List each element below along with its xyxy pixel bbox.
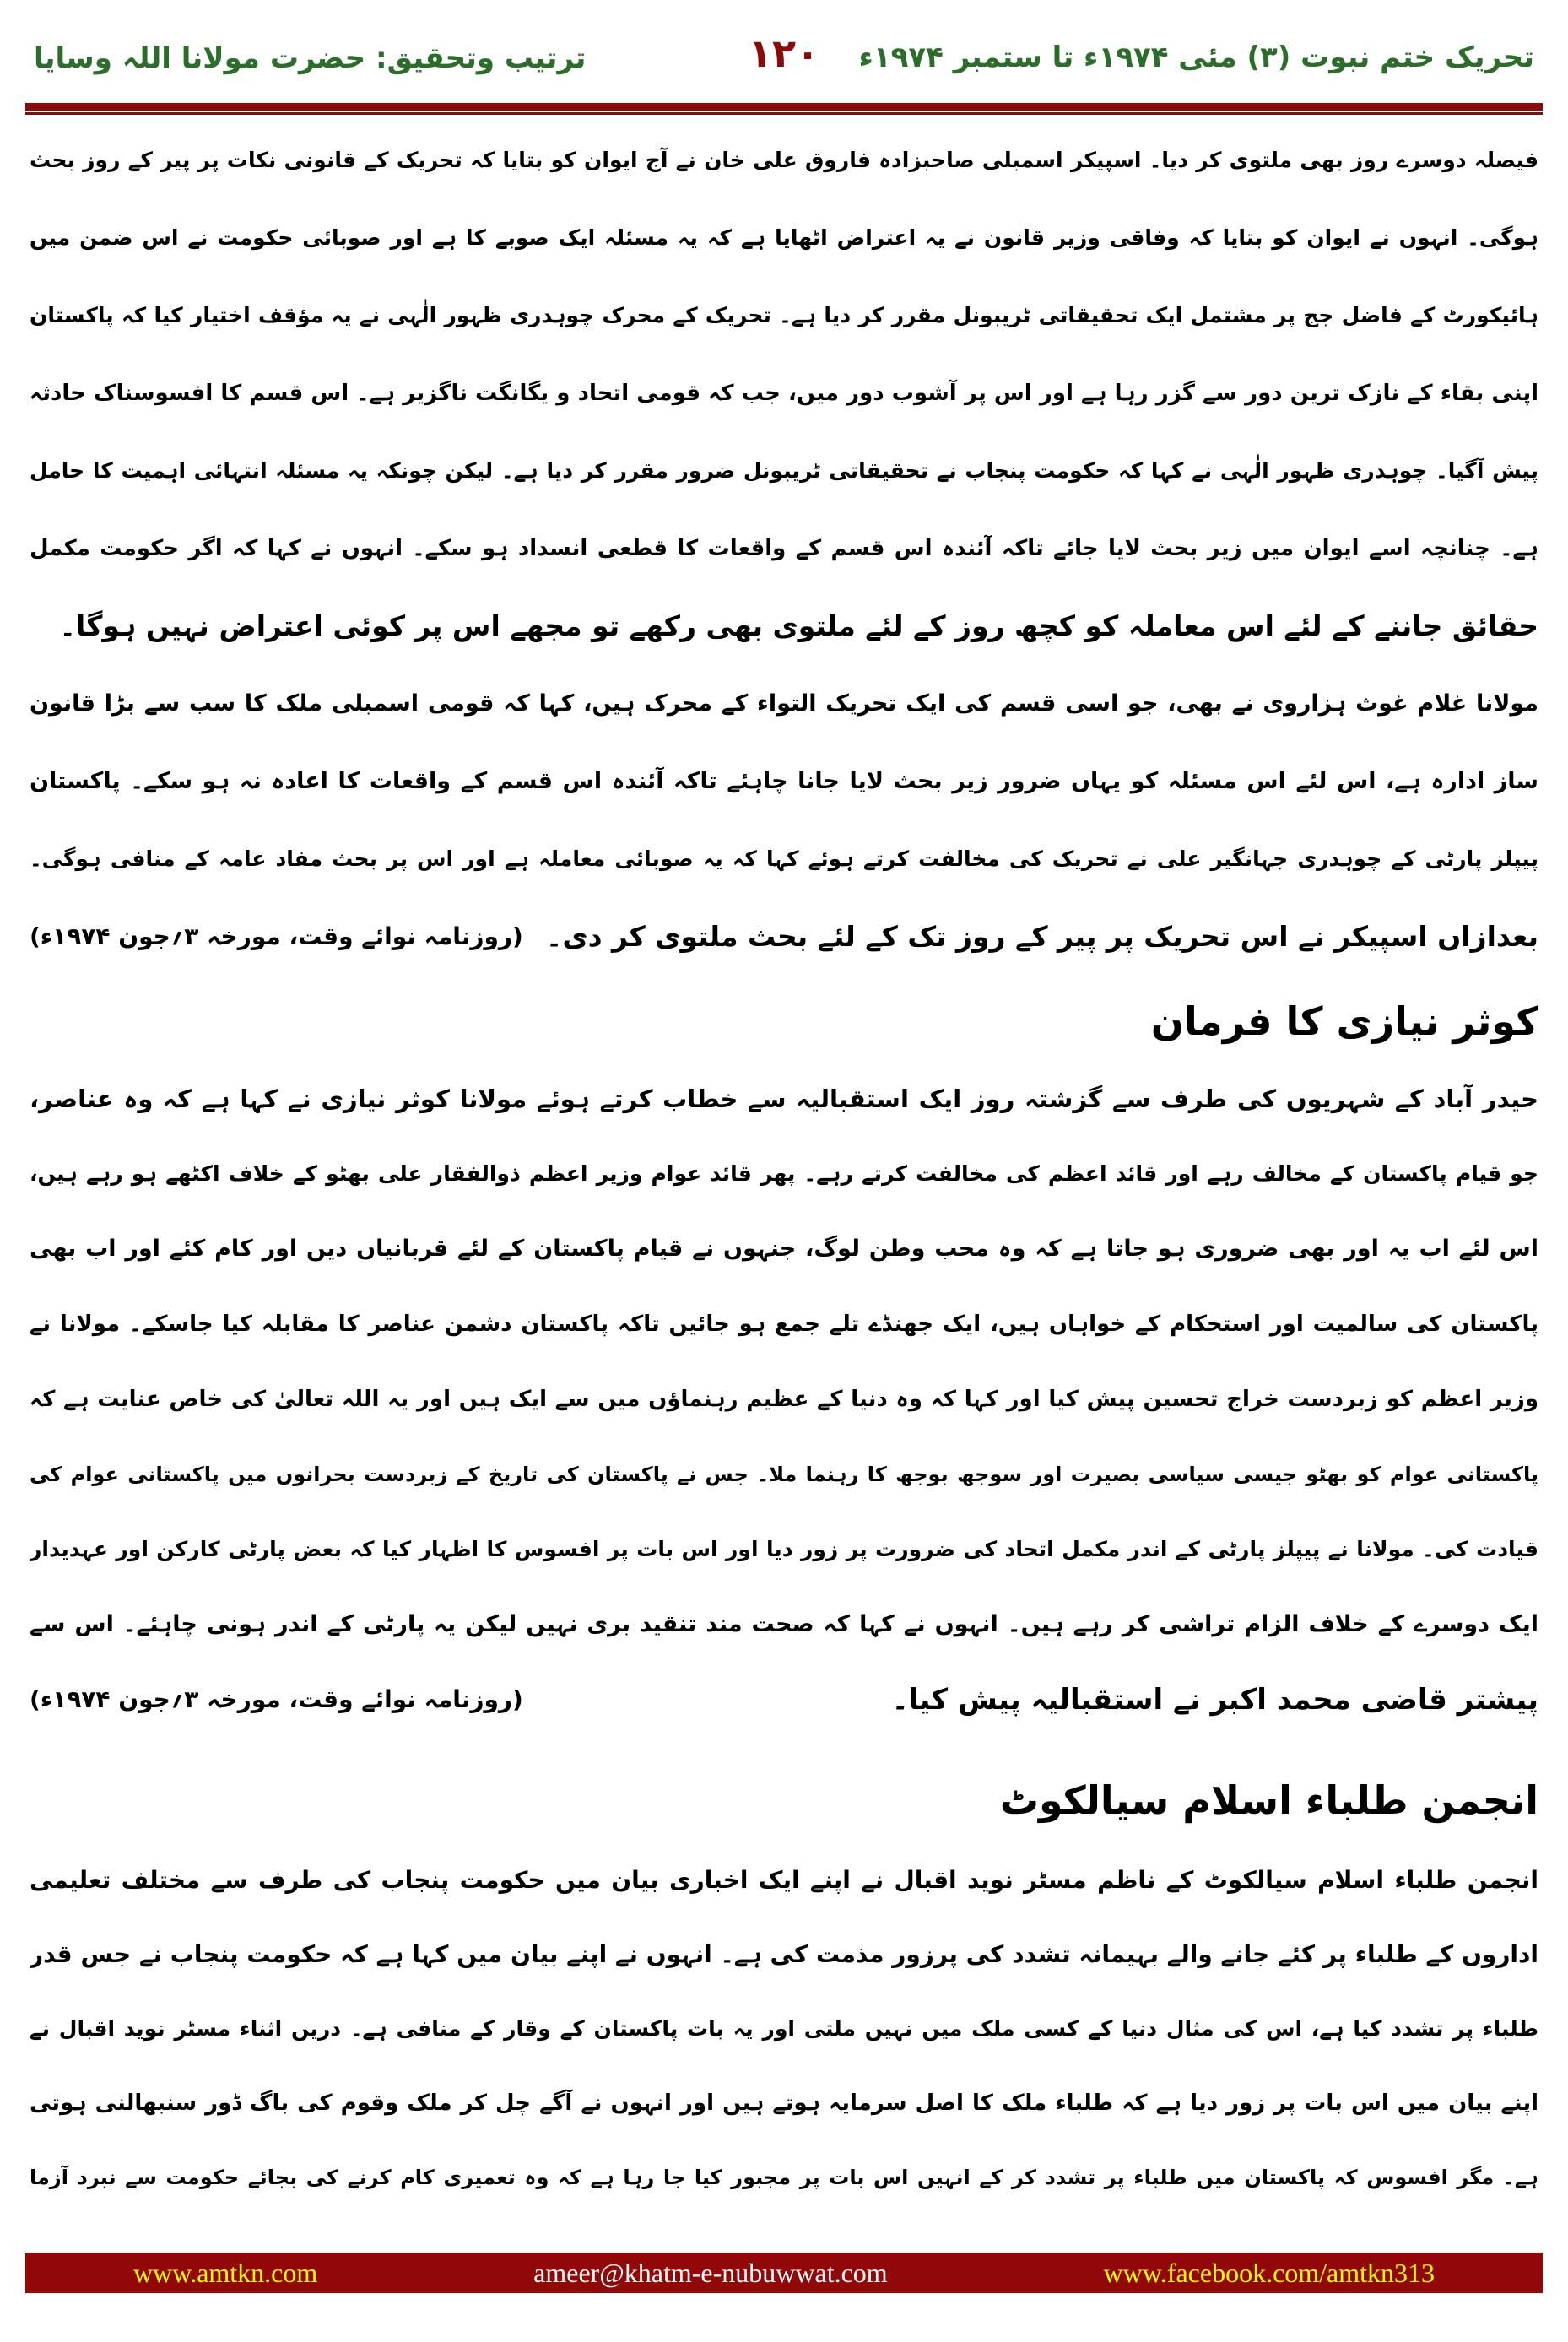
text-line: پیش آگیا۔ چوہدری ظہور الٰہی نے کہا کہ حکومت پنجاب نے تحقیقاتی ٹریبونل ضرور مقرر کر دیا ہے۔ لیکن چونکہ یہ مسئلہ انتہائی اہمیت کا حامل [30, 458, 1538, 483]
header-divider [25, 103, 1543, 111]
text-line: طلباء پر تشدد کیا ہے، اس کی مثال دنیا کے کسی ملک میں نہیں ملتی اور یہ بات پاکستان کے وقار کے منافی ہے۔ دریں اثناء مسٹر نوید اقبال نے [30, 2016, 1538, 2041]
text-line: اداروں کے طلباء پر کئے جانے والے بہیمانہ تشدد کی پرزور مذمت کی ہے۔ انہوں نے اپنے بیان میں کہا ہے کہ حکومت پنجاب نے جس قدر [30, 1940, 1538, 1968]
text-line: پاکستان کی سالمیت اور استحکام کے خواہاں ہیں، ایک جھنڈے تلے جمع ہو جائیں تاکہ پاکستان دشمن عناصر کا مقابلہ کیا جاسکے۔ مولانا نے [30, 1312, 1538, 1337]
text-line: وزیر اعظم کو زبردست خراج تحسین پیش کیا اور کہا کہ وہ دنیا کے عظیم رہنماؤں میں سے ایک ہیں اور یہ اللہ تعالیٰ کی خاص عنایت ہے کہ [30, 1387, 1538, 1412]
text-line: انجمن طلباء اسلام سیالکوٹ کے ناظم مسٹر نوید اقبال نے اپنے ایک اخباری بیان میں حکومت پنجاب کی طرف سے مختلف تعلیمی [30, 1866, 1538, 1894]
compiler-credit: ترتیب وتحقیق: حضرت مولانا اللہ وسایا [34, 41, 587, 75]
text-line: جو قیام پاکستان کے مخالف رہے اور قائد اعظم کی مخالفت کرتے رہے۔ پھر قائد عوام وزیر اعظم ذوالفقار علی بھٹو کے خلاف اکٹھے ہو رہے ہیں، [30, 1161, 1538, 1186]
email-link[interactable]: ameer@khatm-e-nubuwwat.com [533, 2257, 888, 2288]
facebook-link[interactable]: www.facebook.com/amtkn313 [1103, 2257, 1436, 2288]
section-heading: کوثر نیازی کا فرمان [1150, 998, 1538, 1044]
text-line: ہوگی۔ انہوں نے ایوان کو بتایا کہ وفاقی وزیر قانون نے یہ اعتراض اٹھایا ہے کہ یہ مسئلہ ایک صوبے کا ہے اور صوبائی حکومت نے اس ضمن میں [30, 225, 1538, 250]
text-line: مولانا غلام غوث ہزاروی نے بھی، جو اسی قسم کی ایک تحریک التواء کے محرک ہیں، کہا کہ قومی اسمبلی ملک کا سب سے بڑا قانون [30, 690, 1538, 717]
text-line: پیشتر قاضی محمد اکبر نے استقبالیہ پیش کیا۔ [891, 1683, 1538, 1717]
text-line: ہے۔ مگر افسوس کہ پاکستان میں طلباء پر تشدد کر کے انہیں اس بات پر مجبور کیا جا رہا ہے کہ وہ تعمیری کام کرنے کی بجائے حکومت سے نبرد آزما [30, 2166, 1538, 2189]
text-line: پیپلز پارٹی کے چوہدری جہانگیر علی نے تحریک کی مخالفت کرتے ہوئے کہا کہ یہ صوبائی معاملہ ہے اور اس پر بحث مفاد عامہ کے منافی ہوگی۔ [30, 846, 1538, 871]
text-line: حقائق جاننے کے لئے اس معاملہ کو کچھ روز کے لئے ملتوی بھی رکھے تو مجھے اس پر کوئی اعتراض نہیں ہوگا۔ [59, 609, 1538, 642]
text-line: قیادت کی۔ مولانا نے پیپلز پارٹی کے اندر مکمل اتحاد کی ضرورت پر زور دیا اور اس بات پر افسوس کا اظہار کیا کہ بعض پارٹی کارکن اور عہدیدار [30, 1537, 1538, 1561]
text-line: فیصلہ دوسرے روز بھی ملتوی کر دیا۔ اسپیکر اسمبلی صاحبزادہ فاروق علی خان نے آج ایوان کو بتایا کہ تحریک کے قانونی نکات پر پیر کے روز بحث [30, 148, 1538, 172]
text-line: حیدر آباد کے شہریوں کی طرف سے گزشتہ روز ایک استقبالیہ سے خطاب کرتے ہوئے مولانا کوثر نیازی نے کہا ہے کہ وہ عناصر، [30, 1084, 1538, 1113]
text-line: ہائیکورٹ کے فاضل جج پر مشتمل ایک تحقیقاتی ٹریبونل مقرر کر دیا ہے۔ تحریک کے محرک چوہدری ظہور الٰہی نے یہ مؤقف اختیار کیا کہ پاکستان [30, 303, 1538, 327]
text-line: بعدازاں اسپیکر نے اس تحریک پر پیر کے روز تک کے لئے بحث ملتوی کر دی۔ [546, 920, 1538, 953]
book-title: تحریک ختم نبوت (۳) مئی ۱۹۷۴ء تا ستمبر ۱۹۷۴ء [858, 41, 1534, 74]
website-link[interactable]: www.amtkn.com [132, 2257, 318, 2288]
text-line: اپنے بیان میں اس بات پر زور دیا ہے کہ طلباء ملک کا اصل سرمایہ ہوتے ہیں اور انہوں نے آگے چل کر ملک وقوم کی باگ ڈور سنبھالنی ہوتی [30, 2090, 1538, 2116]
text-line: ایک دوسرے کے خلاف الزام تراشی کر رہے ہیں۔ انہوں نے کہا کہ صحت مند تنقید بری نہیں لیکن یہ پارٹی کے اندر ہونی چاہئے۔ اس سے [30, 1611, 1538, 1637]
text-line: اس لئے اب یہ اور بھی ضروری ہو جاتا ہے کہ وہ محب وطن لوگ، جنہوں نے قیام پاکستان کے لئے قربانیاں دیں اور کام کئے اور اب بھی [30, 1236, 1538, 1262]
page-number: ۱۲۰ [748, 30, 820, 76]
source-citation: (روزنامہ نوائے وقت، مورخہ ۳؍جون ۱۹۷۴ء) [30, 1685, 523, 1713]
source-citation: (روزنامہ نوائے وقت، مورخہ ۳؍جون ۱۹۷۴ء) [30, 922, 523, 950]
text-line: ہے۔ چنانچہ اسے ایوان میں زیر بحث لایا جائے تاکہ آئندہ اس قسم کے واقعات کا قطعی انسداد ہو سکے۔ انہوں نے کہا کہ اگر حکومت مکمل [30, 536, 1538, 561]
text-line: اپنی بقاء کے نازک ترین دور سے گزر رہا ہے اور اس پر آشوب دور میں، جب کہ قومی اتحاد و یگانگت ناگزیر ہے۔ اس قسم کا افسوسناک حادثہ [30, 381, 1538, 406]
section-heading: انجمن طلباء اسلام سیالکوٹ [999, 1777, 1538, 1823]
header-divider-thin [25, 112, 1543, 115]
page-footer [25, 2253, 1543, 2293]
text-line: پاکستانی عوام کو بھٹو جیسی سیاسی بصیرت اور سوجھ بوجھ کا رہنما ملا۔ جس نے پاکستان کی تاریخ کے زبردست بحرانوں میں پاکستانی عوام کی [30, 1463, 1538, 1486]
text-line: ساز ادارہ ہے، اس لئے اس مسئلہ کو یہاں ضرور زیر بحث لایا جانا چاہئے تاکہ آئندہ اس قسم کے واقعات کا اعادہ نہ ہو سکے۔ پاکستان [30, 768, 1538, 794]
